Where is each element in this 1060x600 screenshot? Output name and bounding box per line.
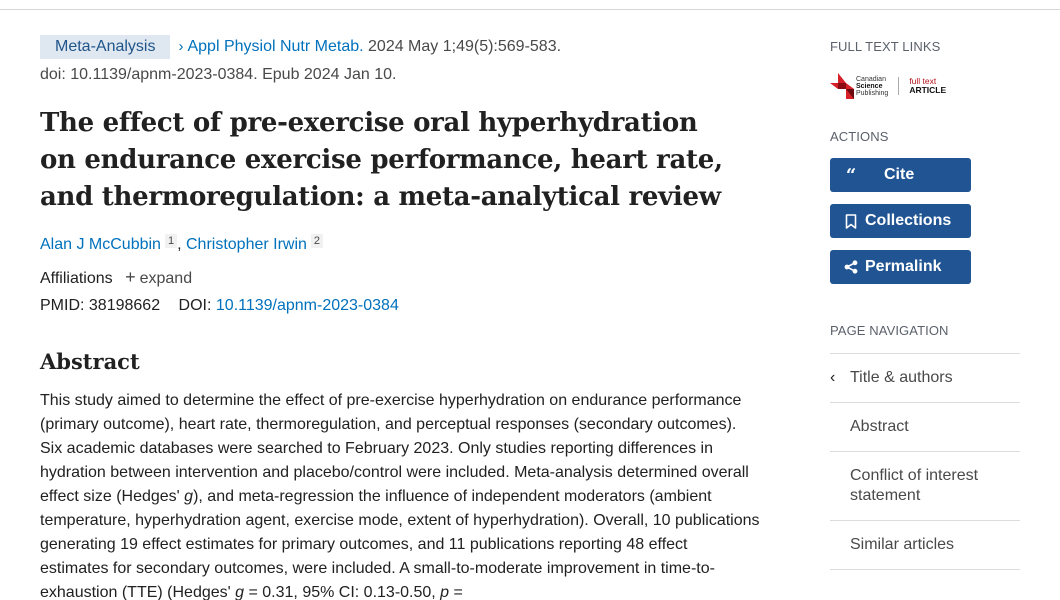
expand-affiliations-button[interactable] (125, 267, 193, 287)
bookmark-icon (842, 214, 860, 229)
publication-type-badge: Meta-Analysis (40, 35, 170, 59)
doi-label: DOI: (178, 297, 212, 314)
pmid-label: PMID: (40, 297, 85, 314)
doi-line: doi: 10.1139/apnm-2023-0384. Epub 2024 Jan 10. (40, 66, 397, 83)
affiliations-label: Affiliations (40, 270, 113, 287)
publisher-full-text-link[interactable] (830, 70, 1020, 102)
nav-item-title-authors[interactable]: ‹ Title & authors (830, 354, 1020, 403)
sidebar (830, 38, 1020, 570)
article-main (40, 33, 760, 600)
chevron-left-icon: ‹ (830, 369, 836, 386)
cite-label: Cite (884, 166, 915, 183)
share-icon (842, 260, 860, 274)
citation-details: 2024 May 1;49(5):569-583. (368, 38, 562, 55)
collections-button[interactable] (830, 204, 971, 238)
page-navigation (830, 353, 1020, 570)
permalink-label: Permalink (865, 258, 942, 275)
collections-label: Collections (865, 212, 952, 229)
identifiers (40, 295, 760, 317)
full-text-links-heading: FULL TEXT LINKS (830, 39, 941, 54)
csp-logo-icon (830, 73, 854, 99)
author-link[interactable]: Alan J McCubbin (40, 236, 161, 253)
doi-link[interactable]: 10.1139/apnm-2023-0384 (215, 297, 399, 314)
pmid-value: 38198662 (88, 297, 161, 314)
affiliation-ref[interactable]: 2 (311, 234, 323, 248)
publisher-name: Canadian Science Publishing (856, 75, 889, 97)
abstract-heading: Abstract (40, 349, 140, 374)
chevron-right-icon: › (178, 38, 184, 55)
actions-heading: ACTIONS (830, 129, 889, 144)
article-title: The effect of pre-exercise oral hyperhydration on endurance exercise performance, heart rate, and thermoregulation: a meta-analytical review (40, 108, 723, 212)
page-navigation-heading: PAGE NAVIGATION (830, 323, 949, 338)
logo-divider (898, 77, 899, 95)
plus-icon: + (125, 267, 136, 287)
author-link[interactable]: Christopher Irwin (185, 236, 307, 253)
cite-button[interactable] (830, 158, 971, 192)
full-text-article-label: full text ARTICLE (909, 76, 947, 95)
permalink-button[interactable] (830, 250, 971, 284)
abstract-text: This study aimed to determine the effect of pre-exercise hyperhydration on endurance performance (primary outcome), heart rate, thermoregulation, and perceptual responses (secondary outcomes). Six academic databases were searched to February 2023. Only studies reporting differences in hydration between intervention and placebo/control were included. Meta-analysis determined overall effect size (Hedges' g), and meta-regression the influence of independent moderators (ambient temperature, hyperhydration agent, exercise mode, extent of hyperhydration). Overall, 10 publications generating 19 effect estimates for primary outcomes, and 11 publications reporting 48 effect estimates for secondary outcomes, were included. A small-to-moderate improvement in time-to-exhaustion (TTE) (Hedges' g = 0.31, 95% CI: 0.13-0.50, p = (40, 392, 760, 600)
quote-icon: “ (845, 164, 857, 186)
affiliations-row (40, 266, 760, 290)
affiliation-ref[interactable]: 1 (165, 234, 177, 248)
journal-link[interactable]: Appl Physiol Nutr Metab. (187, 38, 364, 55)
expand-label: expand (139, 270, 193, 287)
author-list (40, 234, 760, 256)
author-separator: , (177, 236, 182, 253)
nav-item-conflict-of-interest[interactable]: Conflict of interest statement (830, 452, 1020, 521)
citation-line (40, 33, 760, 61)
nav-item-similar-articles[interactable]: Similar articles (830, 521, 1020, 570)
nav-item-abstract[interactable]: Abstract (830, 403, 1020, 452)
top-divider (0, 9, 1060, 10)
